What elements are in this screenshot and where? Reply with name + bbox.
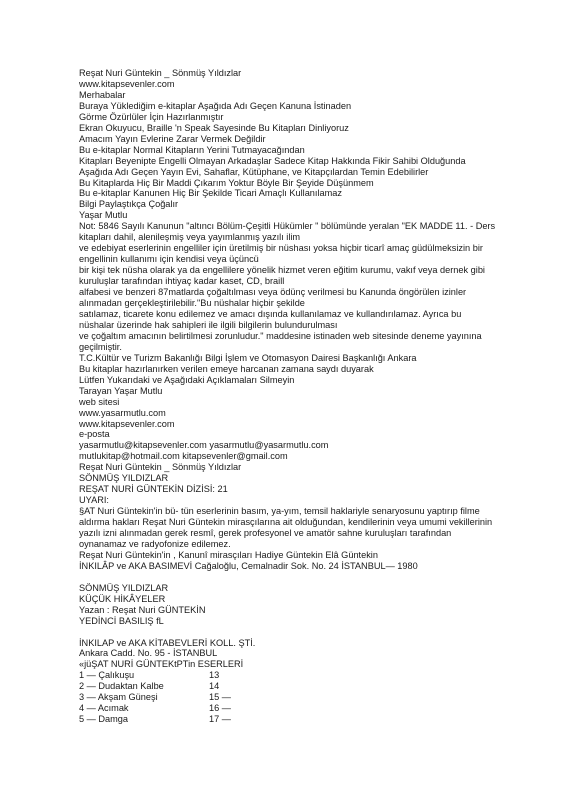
work-number: 14: [209, 681, 220, 692]
text-line: İNKILAP ve AKA KİTABEVLERİ KOLL. ŞTİ.: [79, 637, 256, 648]
text-line: ve çoğaltım amacının belirtilmesi zorunludur." maddesine istinaden web sitesinde deneme yayınına: [79, 330, 482, 341]
text-line: Kitapları Beyenipte Engelli Olmayan Arkadaşlar Sadece Kitap Hakkında Fikir Sahibi Olduğunda: [79, 155, 466, 166]
text-line: aldırma hakları Reşat Nuri Güntekin mirasçılarına ait olduğundan, kendilerinin veya umumi vekillerinin: [79, 517, 493, 528]
text-line: web sitesi: [79, 396, 120, 407]
text-line: Bu Kitaplarda Hiç Bir Maddi Çıkarım Yoktur Böyle Bir Şeyide Düşünmem: [79, 177, 374, 188]
text-line: Bu e-kitaplar Kanunen Hiç Bir Şekilde Ticari Amaçlı Kullanılamaz: [79, 188, 342, 199]
text-line: Bu e-kitaplar Normal Kitapların Yerini Tutmayacağından: [79, 144, 305, 155]
text-line: kuruluşlar tarafından ihtiyaç kadar kaset, CD, braill: [79, 276, 285, 287]
document-page: [79, 68, 519, 725]
text-line: ve edebiyat eserlerinin engelliler için üretilmiş bir nüshası yoksa hiçbir ticarî amaç güdülmeksizin bir: [79, 243, 483, 254]
header-notice-block: [79, 68, 519, 572]
text-line: Lütfen Yukarıdaki ve Aşağıdaki Açıklamaları Silmeyin: [79, 374, 295, 385]
blank-line: [79, 572, 519, 583]
text-line: Yazan : Reşat Nuri GÜNTEKİN: [79, 604, 206, 615]
text-line: Reşat Nuri Güntekin _ Sönmüş Yıldızlar: [79, 68, 242, 78]
work-number: 15 —: [209, 692, 231, 703]
work-number: 17 —: [209, 714, 231, 725]
works-list-item: [79, 703, 519, 714]
publisher-block: [79, 638, 519, 671]
text-line: engellinin kullanımı için kendisi veya üçüncü: [79, 254, 259, 265]
text-line: T.C.Kültür ve Turizm Bakanlığı Bilgi İşlem ve Otomasyon Dairesi Başkanlığı Ankara: [79, 352, 417, 363]
work-number: 16 —: [209, 703, 231, 714]
text-line: yasarmutlu@kitapsevenler.com yasarmutlu@yasarmutlu.com: [79, 440, 329, 451]
text-line: Tarayan Yaşar Mutlu: [79, 385, 163, 396]
work-title: 3 — Akşam Güneşi: [79, 692, 158, 703]
text-line: Merhabalar: [79, 89, 126, 100]
text-line: YEDİNCİ BASILIŞ fL: [79, 615, 164, 626]
text-line: kitapları dahil, alenileşmiş veya yayımlanmış yazılı ilim: [79, 232, 301, 243]
text-line: UYARI:: [79, 495, 109, 506]
text-line: nüshalar üzerinde hak sahipleri ile ilgili bilgilerin bulundurulması: [79, 319, 338, 330]
works-list-item: [79, 714, 519, 725]
text-line: www.kitapsevenler.com: [79, 78, 175, 89]
works-list-item: [79, 692, 519, 703]
work-number: 13: [209, 670, 220, 681]
text-line: Bu kitaplar hazırlanırken verilen emeye harcanan zamana saydı duyarak: [79, 363, 374, 374]
text-line: Reşat Nuri Güntekin _ Sönmüş Yıldızlar: [79, 462, 242, 473]
text-line: Ankara Cadd. No. 95 - İSTANBUL: [79, 648, 218, 659]
work-title: 1 — Çalıkuşu: [79, 670, 135, 681]
text-line: Not: 5846 Sayılı Kanunun "altıncı Bölüm-Çeşitli Hükümler " bölümünde yeralan "EK MADDE 11. - Ders: [79, 221, 496, 232]
work-title: 4 — Acımak: [79, 703, 129, 714]
title-block: [79, 583, 519, 627]
text-line: Bilgi Paylaştıkça Çoğalır: [79, 199, 179, 210]
blank-line: [79, 627, 519, 638]
text-line: SÖNMÜŞ YILDIZLAR: [79, 473, 169, 484]
text-line: Ekran Okuyucu, Braille 'n Speak Sayesinde Bu Kitapları Dinliyoruz: [79, 122, 349, 133]
works-list-item: [79, 681, 519, 692]
text-line: bir kişi tek nüsha olarak ya da engellilere yönelik hizmet veren eğitim kurumu, vakıf veya dernek gibi: [79, 265, 485, 276]
text-line: Reşat Nuri Güntekin'in , Kanunî mirasçıları Hadiye Güntekin Elâ Güntekin: [79, 549, 378, 560]
text-line: Yaşar Mutlu: [79, 210, 128, 221]
text-line: alfabesi ve benzeri 87matlarda çoğaltılması veya ödünç verilmesi bu Kanunda öngörülen izinler: [79, 287, 467, 298]
text-line: Görme Özürlüler İçin Hazırlanmıştır: [79, 111, 224, 122]
text-line: İNKILÂP ve AKA BASIMEVİ Cağaloğlu, Cemalnadir Sok. No. 24 İSTANBUL— 1980: [79, 560, 418, 571]
text-line: §AT Nuri Güntekin'in bü- tün eserlerinin basım, ya-yım, temsil haklariyle senaryosunu yaptırıp filme: [79, 506, 480, 517]
work-title: 2 — Dudaktan Kalbe: [79, 681, 164, 692]
text-line: Buraya Yüklediğim e-kitaplar Aşağıda Adı Geçen Kanuna İstinaden: [79, 100, 352, 111]
text-line: yazılı izni alınmadan gerek resmî, gerek profesyonel ve amatör sahne kuruluşları tarafından: [79, 528, 452, 539]
text-line: «jüŞAT NURİ GÜNTEKtPTin ESERLERİ: [79, 659, 244, 670]
text-line: www.yasarmutlu.com: [79, 407, 166, 418]
text-line: Amacım Yayın Evlerine Zarar Vermek Değildir: [79, 133, 266, 144]
text-line: e-posta: [79, 429, 110, 440]
text-line: KÜÇÜK HİKÂYELER: [79, 593, 166, 604]
text-line: alınmadan gerçekleştirilebilir."Bu nüshalar hiçbir şekilde: [79, 298, 305, 309]
text-line: satılamaz, ticarete konu edilemez ve amacı dışında kullanılamaz ve kullandırılamaz. Ayrıca bu: [79, 308, 462, 319]
works-list: [79, 670, 519, 725]
text-line: geçilmiştir.: [79, 341, 122, 352]
text-line: oynanamaz ve radyofonize edilemez.: [79, 538, 231, 549]
text-line: SÖNMÜŞ YILDIZLAR: [79, 582, 169, 593]
works-list-item: [79, 670, 519, 681]
text-line: mutlukitap@hotmail.com kitapsevenler@gmail.com: [79, 451, 288, 462]
text-line: www.kitapsevenler.com: [79, 418, 175, 429]
text-line: REŞAT NURİ GÜNTEKİN DİZİSİ: 21: [79, 484, 228, 495]
work-title: 5 — Damga: [79, 714, 129, 725]
text-line: Aşağıda Adı Geçen Yayın Evi, Sahaflar, Kütüphane, ve Kitapçılardan Temin Edebilirler: [79, 166, 429, 177]
